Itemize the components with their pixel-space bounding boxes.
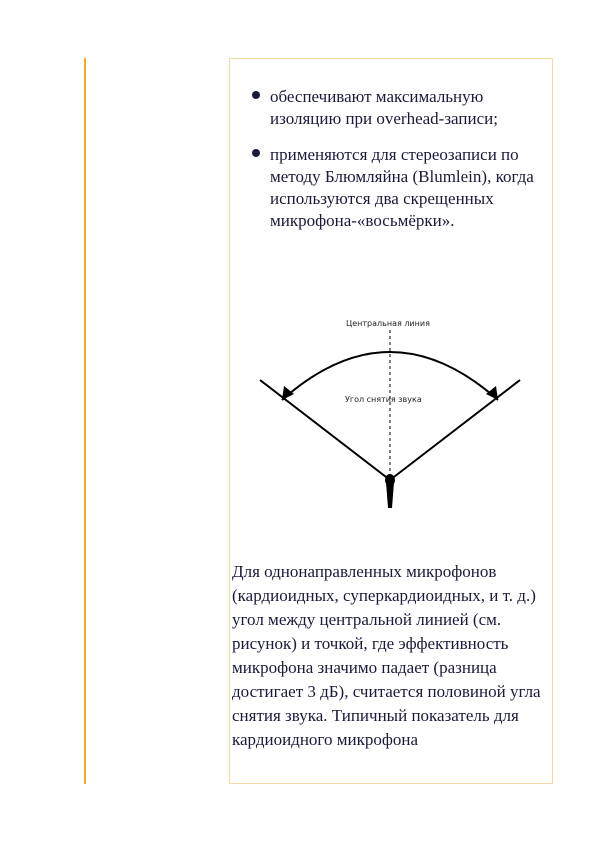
bullet-text: обеспечивают максимальную изоляцию при overhead-записи; xyxy=(270,87,498,128)
pickup-angle-label: Угол снятия звука xyxy=(345,395,422,404)
left-accent-rule xyxy=(84,58,86,784)
bullet-dot-icon xyxy=(252,149,260,157)
main-paragraph: Для однонаправленных микрофонов (кардиоидных, суперкардиоидных, и т. д.) угол между центральной линией (см. рисунок) и точкой, где эффективность микрофона значимо падает (разница достигает 3 дБ), считается половиной угла снятия звука. Типичный показатель для кардиоидного микрофона xyxy=(232,562,541,749)
bullet-dot-icon xyxy=(252,91,260,99)
bullet-text: применяются для стереозаписи по методу Блюмляйна (Blumlein), когда используются два скрещенных микрофона-«восьмёрки». xyxy=(270,145,534,230)
center-line-label: Центральная линия xyxy=(346,319,430,328)
pickup-angle-diagram xyxy=(250,312,530,522)
bullet-item xyxy=(252,86,542,130)
left-arrowhead-icon xyxy=(282,386,294,400)
bullet-list xyxy=(252,86,542,246)
bullet-item xyxy=(252,144,542,232)
microphone-body-icon xyxy=(386,482,394,508)
diagram-svg xyxy=(250,312,530,522)
right-arrowhead-icon xyxy=(486,386,498,400)
